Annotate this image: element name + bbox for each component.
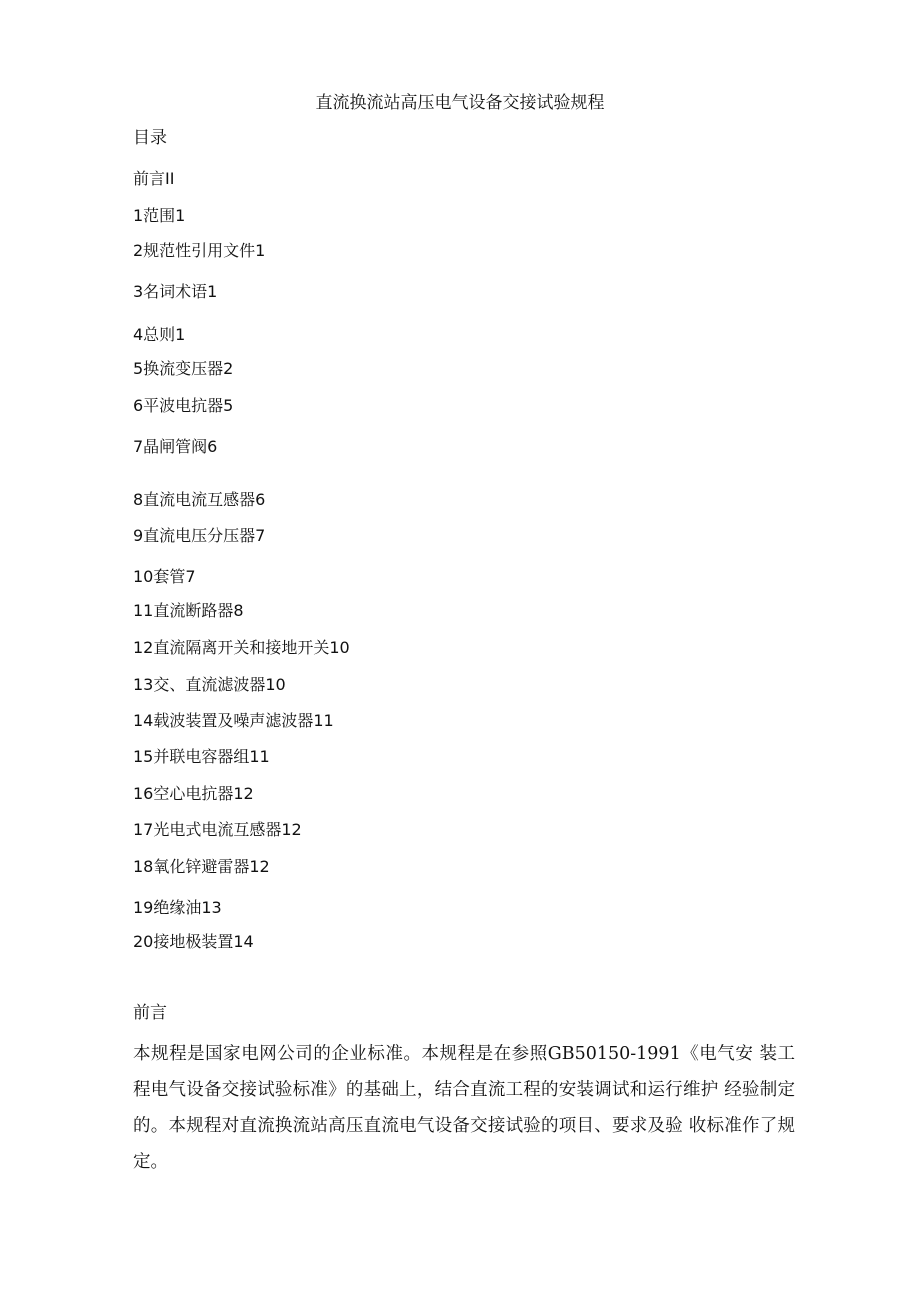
toc-item-7: 7晶闸管阀6 bbox=[133, 437, 218, 456]
toc-item-6: 6平波电抗器5 bbox=[133, 396, 234, 415]
toc-heading: 目录 bbox=[133, 128, 167, 148]
toc-item-15: 15并联电容器组11 bbox=[133, 747, 270, 766]
toc-item-2: 2规范性引用文件1 bbox=[133, 241, 266, 260]
toc-item-19: 19绝缘油13 bbox=[133, 898, 222, 917]
preface-heading: 前言 bbox=[133, 1003, 167, 1023]
toc-item-17: 17光电式电流互感器12 bbox=[133, 820, 302, 839]
toc-item-1: 1范围1 bbox=[133, 206, 186, 225]
toc-item-9: 9直流电压分压器7 bbox=[133, 526, 266, 545]
document-title: 直流换流站高压电气设备交接试验规程 bbox=[315, 93, 605, 113]
toc-item-3: 3名词术语1 bbox=[133, 282, 218, 301]
toc-item-11: 11直流断路器8 bbox=[133, 601, 244, 620]
toc-item-14: 14载波装置及噪声滤波器11 bbox=[133, 711, 334, 730]
toc-item-10: 10套管7 bbox=[133, 567, 196, 586]
toc-item-5: 5换流变压器2 bbox=[133, 359, 234, 378]
toc-item-20: 20接地极装置14 bbox=[133, 932, 254, 951]
preface-paragraph: 本规程是国家电网公司的企业标准。本规程是在参照GB50150-1991《电气安 装工程电气设备交接试验标准》的基础上，结合直流工程的安装调试和运行维护 经验制定的。本规程对直流换流站高压直流电气设备交接试验的项目、要求及验 收标准作了规定。 bbox=[133, 1044, 795, 1172]
toc-item-16: 16空心电抗器12 bbox=[133, 784, 254, 803]
toc-item-12: 12直流隔离开关和接地开关10 bbox=[133, 638, 350, 657]
toc-item-preface: 前言II bbox=[133, 169, 175, 188]
toc-item-13: 13交、直流滤波器10 bbox=[133, 675, 286, 694]
toc-item-8: 8直流电流互感器6 bbox=[133, 490, 266, 509]
toc-item-18: 18氧化锌避雷器12 bbox=[133, 857, 270, 876]
toc-item-4: 4总则1 bbox=[133, 325, 186, 344]
